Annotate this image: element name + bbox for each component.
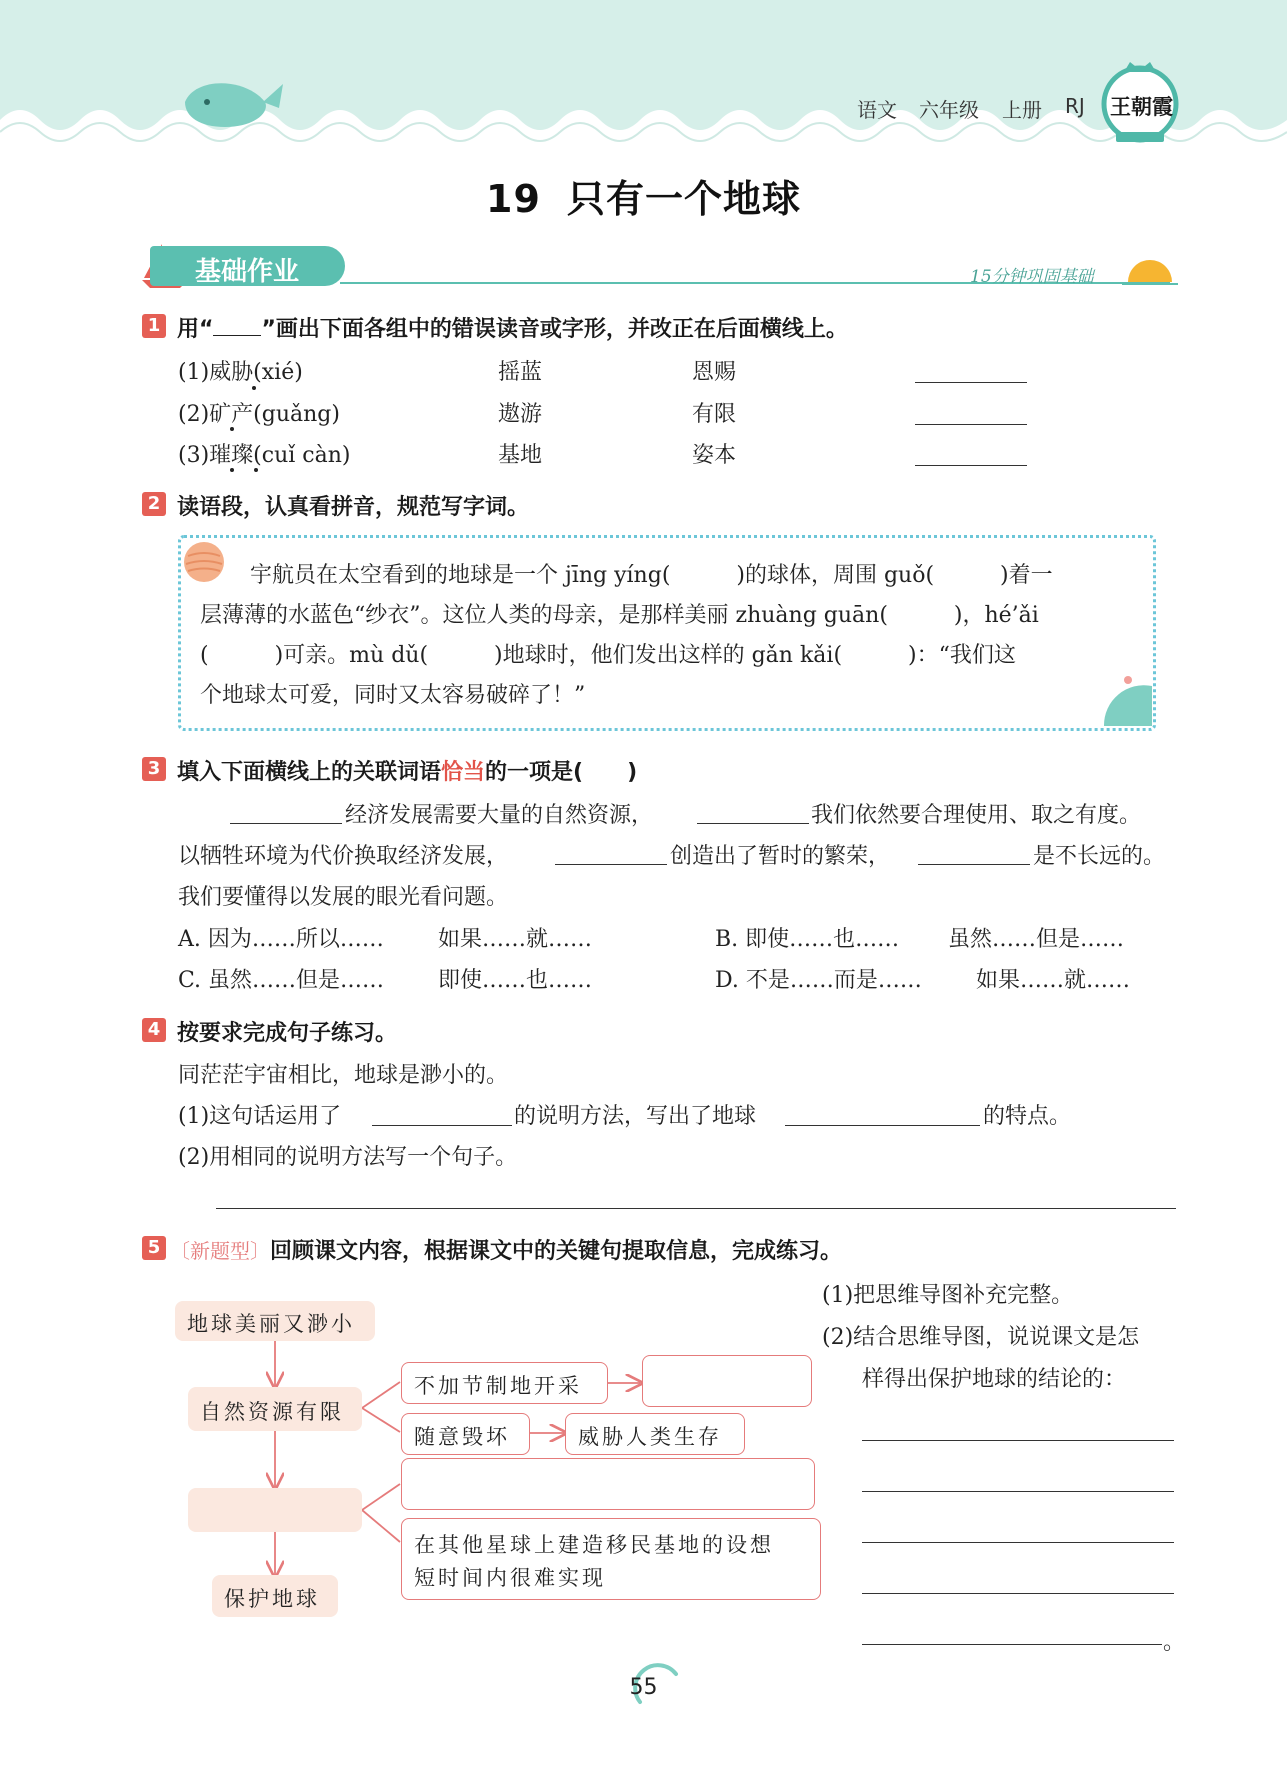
mindmap-branch-3-blank[interactable] [401, 1458, 815, 1510]
mindmap-branch-2-label: 随意毁坏 [414, 1425, 510, 1449]
mindmap-mid-node [188, 1387, 362, 1431]
question-number-1: 1 [142, 314, 166, 338]
lesson-title [0, 168, 1287, 223]
q1-prompt-a: 用“ [177, 317, 214, 342]
q1-underline-sample [213, 335, 261, 336]
section-note: 15分钟巩固基础 [970, 267, 1094, 287]
q1-row2-word3: 有限 [692, 402, 737, 427]
mindmap-branch-2-result [565, 1413, 745, 1455]
q3-prompt-a: 填入下面横线上的关联词语 [177, 760, 442, 785]
q1-row3-word3: 姿本 [692, 443, 737, 468]
planet-icon [182, 540, 226, 584]
q3-prompt-highlight: 恰当 [441, 760, 486, 785]
emphasis-dot [230, 468, 234, 472]
q3-line1-a: 经济发展需要大量的自然资源， [345, 803, 654, 828]
q5-sub2-line-1: (2)结合思维导图，说说课文是怎 [822, 1325, 1140, 1350]
question-number-5: 5 [142, 1236, 166, 1260]
header-grade: 六年级 [919, 98, 979, 122]
q3-line1-b: 我们依然要合理使用、取之有度。 [811, 803, 1142, 828]
q1-row1-word3: 恩赐 [692, 360, 737, 385]
whale-icon [175, 72, 285, 132]
question-number-2: 2 [142, 492, 166, 516]
q4-blank-feature[interactable] [785, 1125, 980, 1126]
q3-option-a-part2: 如果……就…… [438, 927, 593, 952]
q1-row1-word1: (1)威胁(xié) [178, 360, 303, 385]
new-type-tag: 〔新题型〕 [170, 1239, 270, 1263]
q3-option-c[interactable]: C. 虽然……但是…… [178, 968, 385, 993]
q1-row3-word2: 基地 [498, 443, 543, 468]
brand-logo [1100, 58, 1180, 150]
lesson-title-text: 只有一个地球 [566, 177, 801, 221]
mindmap-branch-1 [401, 1362, 608, 1404]
q1-row2-word1: (2)矿产(guǎng) [178, 402, 340, 427]
q3-blank-2[interactable] [697, 823, 809, 824]
page-number: 55 [629, 1675, 658, 1700]
mindmap-branch-4 [401, 1518, 821, 1600]
question-5-prompt: 回顾课文内容，根据课文中的关键句提取信息，完成练习。 [270, 1239, 843, 1264]
q4-sub1-a: (1)这句话运用了 [178, 1104, 342, 1129]
question-2-prompt: 读语段，认真看拼音，规范写字词。 [177, 495, 530, 520]
q3-line2-c: 是不长远的。 [1033, 844, 1166, 869]
passage-line-1: 宇航员在太空看到的地球是一个 jīng yíng( )的球体，周围 guǒ( )着一 [250, 563, 1053, 588]
q3-option-a[interactable]: A. 因为……所以…… [178, 927, 384, 952]
mindmap-blank-node[interactable] [188, 1488, 362, 1532]
q3-blank-3[interactable] [555, 864, 667, 865]
q3-option-b[interactable]: B. 即使……也…… [715, 927, 900, 952]
q5-answer-line-2[interactable] [862, 1491, 1174, 1492]
q5-answer-line-4[interactable] [862, 1593, 1174, 1594]
q5-end-mark: 。 [1163, 1630, 1186, 1655]
mindmap-root-label: 地球美丽又渺小 [187, 1312, 355, 1336]
passage-line-4: 个地球太可爱，同时又太容易破碎了！” [200, 683, 586, 708]
mindmap-branch-1-blank[interactable] [642, 1355, 812, 1407]
q5-sub2-line-2: 样得出保护地球的结论的： [862, 1367, 1127, 1392]
mindmap-branch-4-line-1: 在其他星球上建造移民基地的设想 [414, 1533, 774, 1557]
mindmap-mid-label: 自然资源有限 [200, 1400, 344, 1424]
emphasis-dot [230, 427, 234, 431]
q4-blank-method[interactable] [372, 1125, 512, 1126]
q1-row1-word2: 摇蓝 [498, 360, 543, 385]
question-number-4: 4 [142, 1018, 166, 1042]
sun-icon [1120, 248, 1180, 292]
q3-option-d-part2: 如果……就…… [976, 968, 1131, 993]
q3-line2-b: 创造出了暂时的繁荣， [670, 844, 891, 869]
header-subject: 语文 [857, 98, 897, 122]
q3-option-c-part2: 即使……也…… [438, 968, 593, 993]
q4-sub1-c: 的特点。 [983, 1104, 1072, 1129]
mindmap-end-label: 保护地球 [224, 1587, 320, 1611]
q1-row3-answer-line[interactable] [915, 465, 1027, 466]
question-3-prompt [177, 755, 637, 786]
mindmap-branch-4-line-2: 短时间内很难实现 [414, 1566, 606, 1590]
emphasis-dot [254, 468, 258, 472]
emphasis-dot [252, 386, 256, 390]
mindmap-branch-2 [401, 1413, 530, 1455]
question-number-3: 3 [142, 757, 166, 781]
q4-sub1-b: 的说明方法，写出了地球 [514, 1104, 757, 1129]
q3-line2-a: 以牺牲环境为代价换取经济发展， [178, 844, 509, 869]
q3-option-b-part2: 虽然……但是…… [948, 927, 1125, 952]
q3-option-d[interactable]: D. 不是……而是…… [715, 968, 922, 993]
q1-row1-answer-line[interactable] [915, 382, 1027, 383]
q1-row3-word1: (3)璀璨(cuǐ càn) [178, 443, 351, 468]
q1-prompt-b: ”画出下面各组中的错误读音或字形，并改正在后面横线上。 [261, 317, 848, 342]
section-label: 基础作业 [195, 257, 300, 287]
q4-sentence: 同茫茫宇宙相比，地球是渺小的。 [178, 1063, 509, 1088]
header-edition: RJ [1065, 94, 1085, 118]
question-1-prompt [177, 312, 848, 343]
mindmap-branch-2-result-label: 威胁人类生存 [578, 1425, 722, 1449]
q5-answer-line-1[interactable] [862, 1440, 1174, 1441]
q3-prompt-b: 的一项是( ) [485, 760, 638, 785]
q1-row2-answer-line[interactable] [915, 424, 1027, 425]
q4-answer-line[interactable] [216, 1208, 1176, 1209]
passage-line-3: ( )可亲。mù dǔ( )地球时，他们发出这样的 gǎn kǎi( )：“我们这 [200, 643, 1016, 668]
q5-sub1: (1)把思维导图补充完整。 [822, 1283, 1074, 1308]
passage-line-2: 层薄薄的水蓝色“纱衣”。这位人类的母亲，是那样美丽 zhuàng guān( )，hé’ǎi [200, 603, 1039, 628]
q5-answer-line-5[interactable] [862, 1644, 1162, 1645]
q1-row2-word2: 遨游 [498, 402, 543, 427]
q4-sub2: (2)用相同的说明方法写一个句子。 [178, 1145, 518, 1170]
q3-blank-4[interactable] [918, 864, 1030, 865]
q3-blank-1[interactable] [230, 823, 342, 824]
question-4-prompt: 按要求完成句子练习。 [177, 1021, 398, 1046]
logo-text: 王朝霞 [1110, 94, 1173, 119]
lesson-number: 19 [486, 177, 541, 221]
earth-corner-icon [1100, 672, 1152, 726]
mindmap-end-node [212, 1575, 338, 1617]
q5-answer-line-3[interactable] [862, 1542, 1174, 1543]
header-volume: 上册 [1002, 98, 1042, 122]
mindmap-root-node [175, 1301, 375, 1341]
mindmap-branch-1-label: 不加节制地开采 [414, 1374, 582, 1398]
q3-line3: 我们要懂得以发展的眼光看问题。 [178, 885, 509, 910]
